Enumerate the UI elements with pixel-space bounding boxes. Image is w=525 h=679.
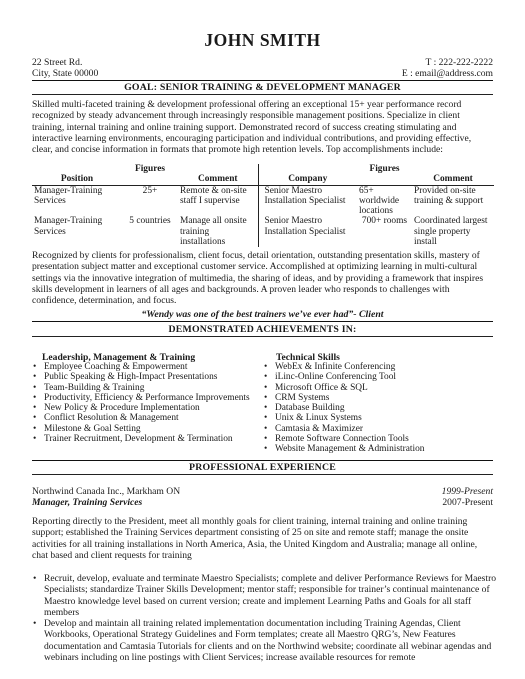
list-item: • Conflict Resolution & Management [31, 413, 261, 423]
list-item: • Develop and maintain all training related implementation documentation including Training Agendas, Client Workbooks, Operational Strategy Guidelines and Form templates; create all Maestro QRG’s, New Features documentation and Camtasia Tutorials for clients and on the Northwind website; coordinate all webinar agendas and webinars including on line postings with Client Services; increase available resources for remote [32, 618, 498, 663]
list-item: • Employee Coaching & Empowerment [31, 362, 261, 372]
list-item: • Website Management & Administration [262, 444, 502, 454]
table-row [32, 185, 494, 216]
list-item: • Remote Software Connection Tools [262, 434, 502, 444]
experience-divider-bottom [32, 474, 493, 475]
company-name: Northwind Canada Inc., Markham ON [32, 486, 181, 497]
figures-header: Figures [134, 164, 166, 174]
experience-divider-top [32, 460, 493, 461]
figures-cell: 5 countries [129, 216, 171, 227]
comment-header: Comment [178, 174, 258, 185]
header-divider [32, 80, 493, 81]
company-header: Company [258, 174, 357, 185]
address-line-1: 22 Street Rd. [32, 57, 83, 68]
accomplishments-table [32, 164, 494, 247]
position-cell: Manager-Training Services [34, 185, 103, 206]
achievements-divider-top [32, 321, 493, 322]
list-item: • Productivity, Efficiency & Performance Improvements [31, 393, 261, 403]
role-dates: 2007-Present [442, 497, 493, 508]
address-line-2: City, State 00000 [32, 68, 99, 79]
achievements-divider-bottom [32, 336, 493, 337]
summary-paragraph: Skilled multi-faceted training & development professional offering an exceptional 15+ year performance record recognized by steady advancement through increasingly responsible management positions. Specialize in client training, internal training and online training support. Demonstrated record of success creating stimulating and interactive learning environments, encouraging participation and individual contributions, and providing effective, clear, and concise information in formats that promote high retention levels. Top accomplishments include: [32, 99, 472, 156]
comment-cell-2: Coordinated largest single property install [414, 216, 488, 248]
company-cell: Senior Maestro Installation Specialist [258, 216, 357, 247]
recognition-paragraph: Recognized by clients for professionalism, client focus, detail orientation, outstanding presentation skills, mastery of presentation subject matter and exceptional customer service. Accomplished at optimizing learning in multi-cultural settings via the innovative integration of multimedia, the sharing of ideas, and by providing a framework that inspires skills development in learners of all ages and backgrounds. A proven leader who responds to challenges with confidence, determination, and focus. [32, 250, 484, 307]
technical-skills-list [262, 362, 502, 455]
comment-cell-2: Provided on-site training & support [414, 185, 484, 206]
list-item: • Trainer Recruitment, Development & Termination [31, 434, 261, 444]
figures-cell: 25+ [142, 185, 158, 196]
experience-heading: PROFESSIONAL EXPERIENCE [189, 462, 336, 473]
list-item: • Team-Building & Training [31, 383, 261, 393]
figures-cell-2: 65+ worldwide locations [359, 185, 400, 217]
client-quote: “Wendy was one of the best trainers we’ve ever had”- Client [141, 309, 384, 320]
list-item: • Database Building [262, 403, 502, 413]
company-cell: Senior Maestro Installation Specialist [258, 185, 357, 216]
position-header: Position [32, 174, 122, 185]
comment-header-2: Comment [412, 174, 494, 185]
email-address: E : email@address.com [401, 68, 493, 79]
figures-cell-2: 700+ rooms [361, 216, 408, 227]
list-item: • iLinc-Online Conferencing Tool [262, 372, 502, 382]
list-item: • WebEx & Infinite Conferencing [262, 362, 502, 372]
role-title: Manager, Training Services [32, 497, 143, 508]
technical-column-title: Technical Skills [276, 352, 340, 363]
list-item: • Recruit, develop, evaluate and terminate Maestro Specialists; complete and deliver Performance Reviews for Maestro Specialists; standardize Trainer Skills Development; mentor staff; responsible for trainer’s continual maintenance of Maestro knowledge level based on current version; create and implement Learning Paths and Goals for all staff members [32, 573, 498, 618]
role-description: Reporting directly to the President, meet all monthly goals for client training, internal training and online training support; established the Training Services department consisting of 25 on site and remote staff; manage the onsite activities for all training installations in North America, Asia, the United Kingdom and Australia; manage all online, chat based and client requests for training [32, 516, 478, 561]
table-header-row-top [32, 164, 494, 174]
resume-name: JOHN SMITH [204, 30, 321, 50]
company-dates: 1999-Present [441, 486, 493, 497]
position-cell: Manager-Training Services [34, 216, 103, 237]
achievements-heading: DEMONSTRATED ACHIEVEMENTS IN: [168, 324, 357, 335]
leadership-column-title: Leadership, Management & Training [42, 352, 196, 363]
leadership-skills-list [31, 362, 261, 444]
list-item: • Microsoft Office & SQL [262, 383, 502, 393]
goal-divider [32, 94, 493, 95]
comment-cell: Manage all onsite training installations [180, 216, 247, 248]
table-row [32, 216, 494, 247]
table-header-row [32, 174, 494, 185]
list-item: • Unix & Linux Systems [262, 413, 502, 423]
goal-heading: GOAL: SENIOR TRAINING & DEVELOPMENT MANAGER [124, 82, 401, 93]
list-item: • CRM Systems [262, 393, 502, 403]
experience-bullets [32, 573, 498, 663]
list-item: • Milestone & Goal Setting [31, 424, 261, 434]
list-item: • Public Speaking & High-Impact Presentations [31, 372, 261, 382]
figures-header-2: Figures [369, 164, 400, 174]
phone-number: T : 222-222-2222 [425, 57, 493, 68]
list-item: • New Policy & Procedure Implementation [31, 403, 261, 413]
comment-cell: Remote & on-site staff I supervise [180, 185, 247, 206]
list-item: • Camtasia & Maximizer [262, 424, 502, 434]
